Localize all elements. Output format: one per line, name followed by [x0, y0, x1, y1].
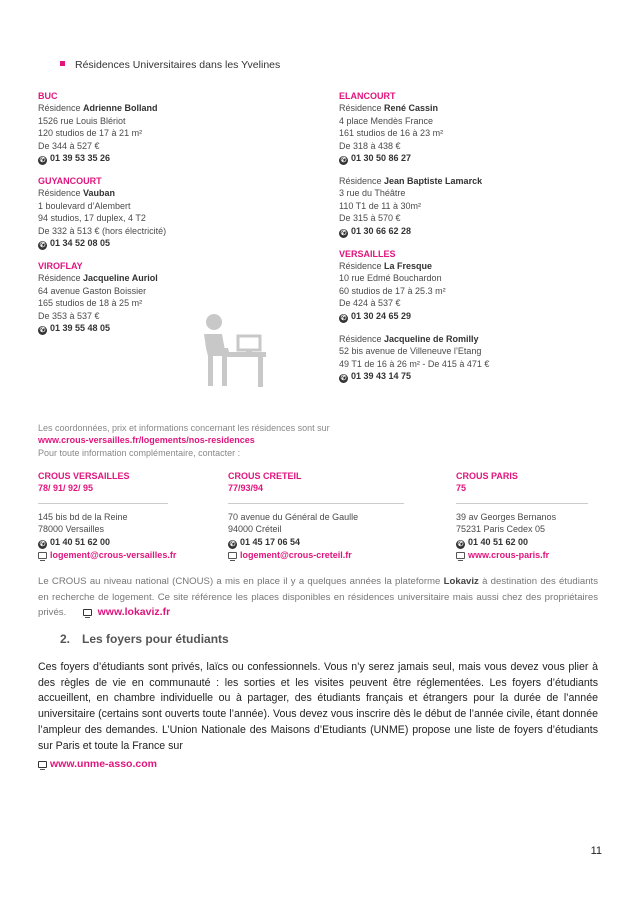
residence-elancourt: ELANCOURT Résidence René Cassin 4 place Mendès France 161 studios de 16 à 23 m² De 318 à 438 € ✆ 01 30 50 86 27: [339, 90, 599, 165]
phone-number: ✆ 01 45 17 06 54: [229, 536, 301, 548]
phone-icon: ✆: [39, 157, 46, 165]
phone-icon: ✆: [457, 540, 464, 548]
bullet-icon: [60, 61, 65, 66]
computer-icon: [38, 552, 47, 559]
phone-number: ✆ 01 30 50 86 27: [340, 153, 412, 165]
residence-romilly: Résidence Jacqueline de Romilly 52 bis avenue de Villeneuve l’Etang 49 T1 de 16 à 26 m² - De 415 à 471 € ✆ 01 39 43 14 75: [339, 333, 599, 383]
section-title: Résidences Universitaires dans les Yvelines: [60, 59, 280, 71]
phone-icon: ✆: [39, 327, 46, 335]
computer-icon: [83, 609, 92, 616]
divider: [228, 503, 404, 504]
crous-versailles-contact: CROUS VERSAILLES 78/ 91/ 92/ 95 145 bis bd de la Reine 78000 Versailles ✆ 01 40 51 62 00 logement@crous-versailles.fr: [38, 470, 218, 561]
computer-icon: [38, 761, 47, 768]
phone-icon: ✆: [39, 242, 46, 250]
unme-link[interactable]: www.unme-asso.com: [50, 758, 157, 770]
crous-paris-website-link[interactable]: www.crous-paris.fr: [456, 549, 596, 561]
phone-number: ✆ 01 40 51 62 00: [457, 536, 529, 548]
phone-icon: ✆: [39, 540, 46, 548]
residence-viroflay: VIROFLAY Résidence Jacqueline Auriol 64 avenue Gaston Boissier 165 studios de 18 à 25 m² De 353 à 537 € ✆ 01 39 55 48 05: [38, 260, 298, 335]
phone-icon: ✆: [340, 314, 347, 322]
phone-icon: ✆: [229, 540, 236, 548]
residence-versailles-fresque: VERSAILLES Résidence La Fresque 10 rue Edmé Bouchardon 60 studios de 17 à 25.3 m² De 424 à 537 € ✆ 01 30 24 65 29: [339, 248, 599, 323]
crous-creteil-email-link[interactable]: logement@crous-creteil.fr: [228, 549, 428, 561]
phone-number: ✆ 01 40 51 62 00: [39, 536, 111, 548]
phone-icon: ✆: [340, 229, 347, 237]
left-column: [38, 90, 298, 335]
divider: [456, 503, 588, 504]
crous-creteil-contact: CROUS CRETEIL 77/93/94 70 avenue du Général de Gaulle 94000 Créteil ✆ 01 45 17 06 54 logement@crous-creteil.fr: [228, 470, 428, 561]
phone-number: ✆ 01 39 43 14 75: [340, 370, 412, 382]
crous-paris-contact: CROUS PARIS 75 39 av Georges Bernanos 75231 Paris Cedex 05 ✆ 01 40 51 62 00 www.crous-paris.fr: [456, 470, 596, 561]
unme-link-row: [38, 758, 157, 770]
foyers-heading: 2. Les foyers pour étudiants: [60, 632, 229, 646]
info-block: Les coordonnées, prix et informations concernant les résidences sont sur www.crous-versailles.fr/logements/nos-residences Pour toute information complémentaire, contacter :: [38, 422, 598, 459]
page-number: 11: [590, 845, 602, 857]
phone-number: ✆ 01 30 24 65 29: [340, 310, 412, 322]
residence-lamarck: Résidence Jean Baptiste Lamarck 3 rue du Théâtre 110 T1 de 11 à 30m² De 315 à 570 € ✆ 01 30 66 62 28: [339, 175, 599, 238]
lokaviz-paragraph: Le CROUS au niveau national (CNOUS) a mis en place il y a quelques années la plateforme Lokaviz à destination des étudiants en recherche de logement. Ce site référence les places disponibles en résidences universitaire mais aussi chez des propriétaires privés. www.lokaviz.fr: [38, 576, 598, 618]
phone-number: ✆ 01 39 55 48 05: [39, 323, 111, 335]
crous-versailles-email-link[interactable]: logement@crous-versailles.fr: [38, 549, 218, 561]
right-column: [339, 90, 599, 383]
divider: [38, 503, 168, 504]
phone-number: ✆ 01 39 53 35 26: [39, 153, 111, 165]
student-desk-icon: [196, 312, 268, 392]
phone-number: ✆ 01 34 52 08 05: [39, 238, 111, 250]
residence-guyancourt: GUYANCOURT Résidence Vauban 1 boulevard d’Alembert 94 studios, 17 duplex, 4 T2 De 332 à 513 € (hors électricité) ✆ 01 34 52 08 05: [38, 175, 298, 250]
foyers-paragraph: Ces foyers d’étudiants sont privés, laïcs ou confessionnels. Vous n’y serez jamais seul, mais vous devez vous plier à des règles de vie en communauté : les sorties et les visites peuvent être réglementées. Les foyers d’étudiants accueillent, en chambre individuelle ou à partager, des étudiants français et étrangers pour la durée de l’année universitaire (certains sont ouverts toute l’année). Vous devez vous inscrire dès le début de l’année civile, étant donnée l’ampleur des demandes. L’Union Nationale des Maisons d’Etudiants (UNME) propose une liste de foyers d’étudiants sur Paris et toute la France sur: [38, 661, 598, 752]
residence-buc: BUC Résidence Adrienne Bolland 1526 rue Louis Blériot 120 studios de 17 à 21 m² De 344 à 527 € ✆ 01 39 53 35 26: [38, 90, 298, 165]
phone-number: ✆ 01 30 66 62 28: [340, 225, 412, 237]
lokaviz-link[interactable]: www.lokaviz.fr: [97, 606, 171, 618]
phone-icon: ✆: [340, 374, 347, 382]
computer-icon: [228, 552, 237, 559]
phone-icon: ✆: [340, 157, 347, 165]
computer-icon: [456, 552, 465, 559]
crous-versailles-residences-link[interactable]: www.crous-versailles.fr/logements/nos-residences: [38, 435, 255, 446]
